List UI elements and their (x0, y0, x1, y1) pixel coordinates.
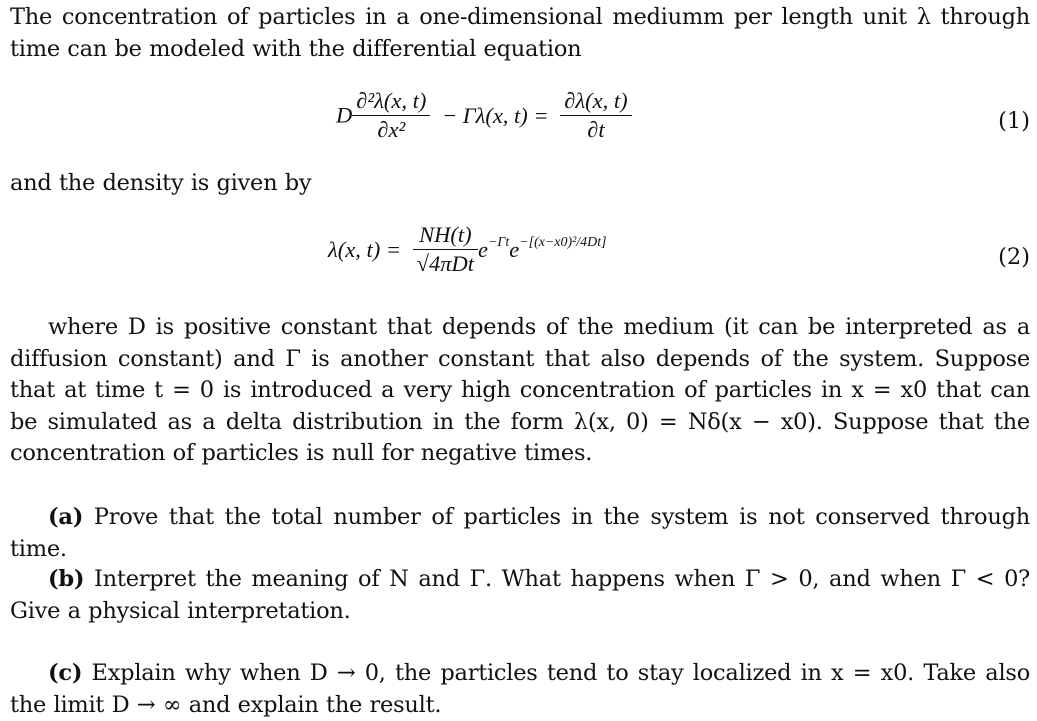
eq1-frac1-numerator: ∂²λ(x, t) (352, 88, 430, 116)
eq2-exp1: e (478, 236, 489, 262)
question-b (10, 564, 1030, 627)
question-a-label: (a) (48, 504, 84, 530)
eq1-second-derivative (352, 88, 430, 143)
question-b-text: Interpret the meaning of N and Γ. What happens when Γ > 0, and when Γ < 0? Give a physical interpretation. (10, 566, 1030, 624)
question-a (10, 502, 1030, 565)
question-a-text: Prove that the total number of particles in the system is not conserved through time. (10, 504, 1030, 562)
eq1-coefficient: D (336, 102, 353, 128)
question-c (10, 658, 1030, 721)
eq2-lhs: λ(x, t) = (328, 236, 402, 262)
eq1-number: (1) (998, 108, 1030, 134)
eq1-frac1-denominator: ∂x² (377, 117, 406, 142)
question-c-text: Explain why when D → 0, the particles tend to stay localized in x = x0. Take also the limit D → ∞ and explain the result. (10, 660, 1030, 718)
eq1-frac2-denominator: ∂t (587, 117, 605, 142)
eq1-time-derivative (560, 88, 631, 143)
eq2-numerator: NH(t) (413, 222, 478, 250)
eq2-exp1-superscript: −Γt (488, 235, 510, 251)
eq2-exp2: e (509, 236, 520, 262)
intro-paragraph: The concentration of particles in a one-dimensional mediumm per length unit λ through time can be modeled with the differential equation (10, 4, 1030, 62)
eq2-fraction (413, 222, 478, 277)
question-b-label: (b) (48, 566, 85, 592)
eq2-denominator: √4πDt (416, 251, 475, 276)
equation-2 (10, 222, 1030, 292)
eq2-number: (2) (998, 244, 1030, 270)
question-c-label: (c) (48, 660, 83, 686)
density-text: and the density is given by (10, 170, 312, 196)
eq2-exp2-superscript: −[(x−x0)²/4Dt] (519, 235, 607, 251)
equation-1 (10, 88, 1030, 158)
eq1-frac2-numerator: ∂λ(x, t) (560, 88, 631, 116)
eq1-middle: − Γλ(x, t) = (441, 102, 549, 128)
where-paragraph: where D is positive constant that depends of the medium (it can be interpreted as a diffusion constant) and Γ is another constant that also depends of the system. Suppose that at time t = 0 is introduced a very high concentration of particles in x = x0 that can be simulated as a delta distribution in the form λ(x, 0) = Nδ(x − x0). Suppose that the concentration of particles is null for negative times. (10, 314, 1030, 466)
